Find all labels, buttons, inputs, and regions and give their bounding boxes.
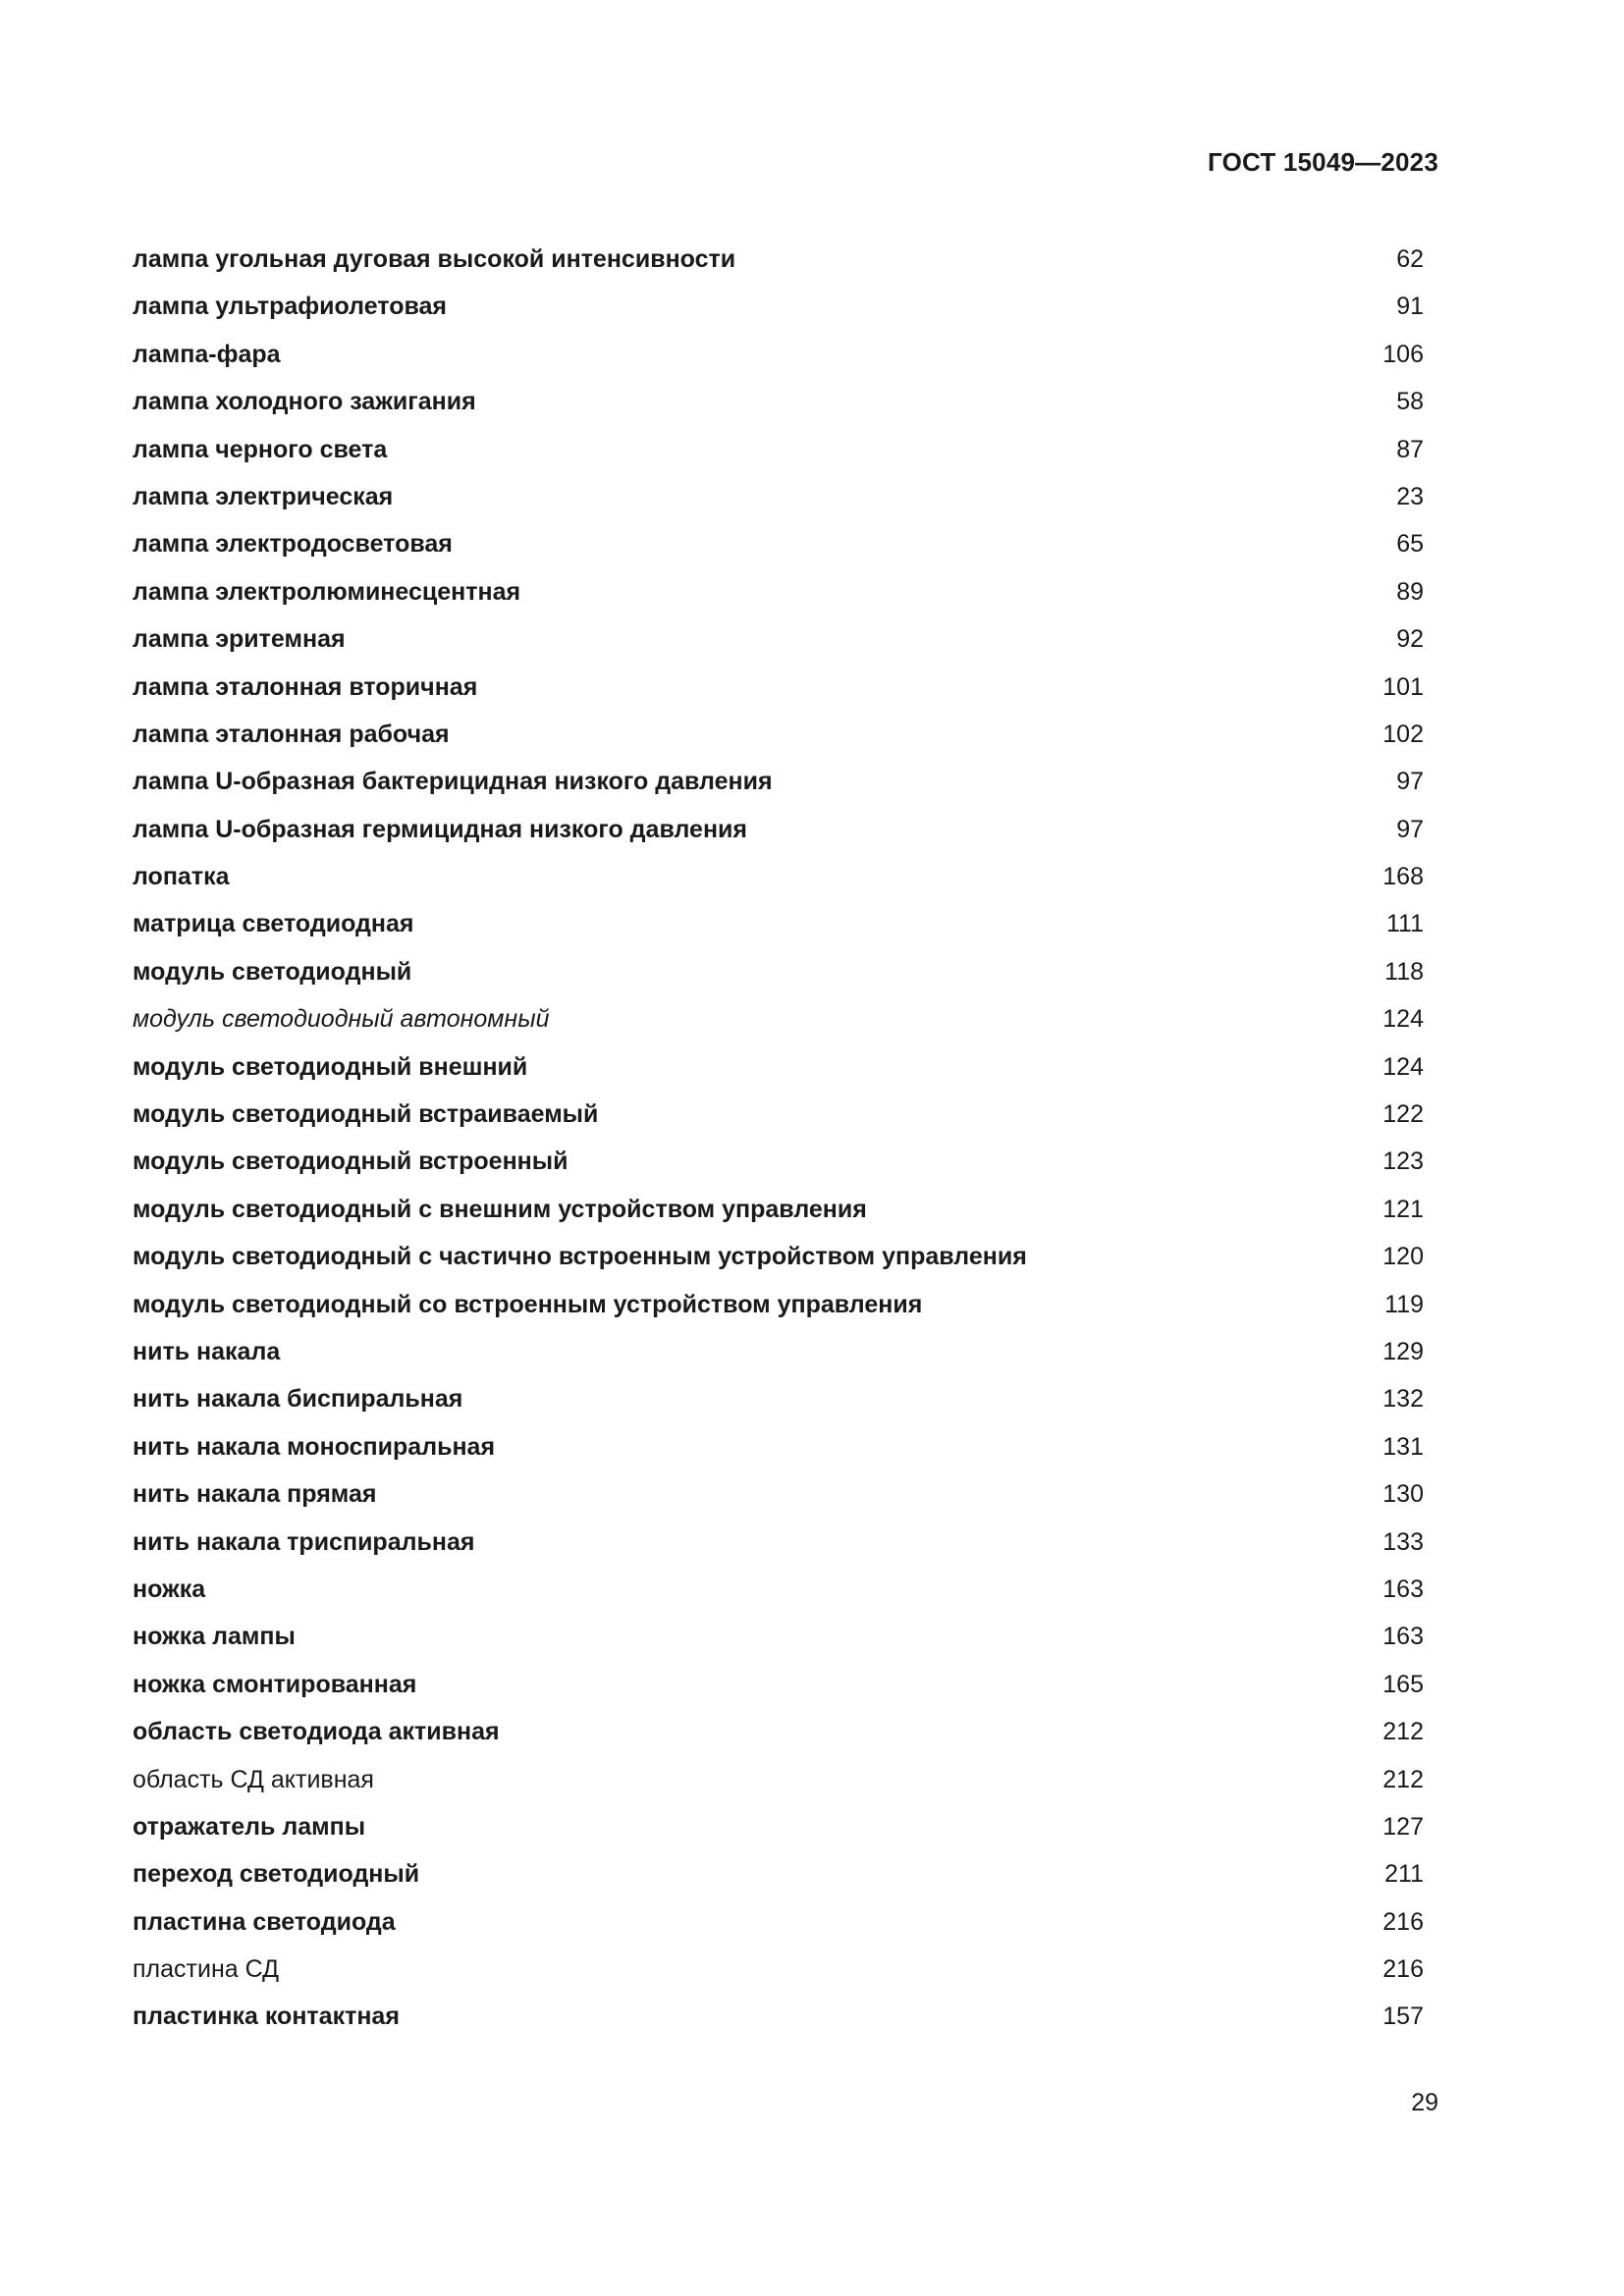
index-term: лампа-фара: [133, 340, 281, 368]
index-entry: [133, 1233, 1424, 1280]
index-term-number: 212: [1382, 1765, 1424, 1793]
index-term: нить накала моноспиральная: [133, 1432, 496, 1461]
index-entry: [133, 900, 1424, 947]
index-term-number: 92: [1396, 625, 1424, 654]
page-number: 29: [1411, 2089, 1438, 2116]
index-term-number: 122: [1382, 1100, 1424, 1129]
index-term-number: 97: [1396, 815, 1424, 843]
index-entry: [133, 1803, 1424, 1850]
index-entry: [133, 1186, 1424, 1233]
index-term-number: 211: [1384, 1860, 1424, 1889]
index-entry: [133, 1470, 1424, 1518]
index-term: пластина светодиода: [133, 1907, 396, 1936]
index-entry: [133, 711, 1424, 758]
index-term-number: 163: [1382, 1623, 1424, 1651]
index-term: модуль светодиодный: [133, 957, 412, 986]
index-term: нить накала прямая: [133, 1480, 377, 1509]
index-entry: [133, 1756, 1424, 1803]
alphabetical-index-list: [133, 236, 1424, 2041]
index-term-number: 129: [1382, 1337, 1424, 1365]
index-term-number: 212: [1382, 1718, 1424, 1746]
index-entry: [133, 1613, 1424, 1660]
index-term-number: 216: [1382, 1907, 1424, 1936]
index-term-number: 102: [1382, 720, 1424, 748]
index-term-number: 216: [1382, 1955, 1424, 1984]
index-entry: [133, 1328, 1424, 1375]
index-term-number: 127: [1382, 1812, 1424, 1841]
index-term-number: 124: [1382, 1005, 1424, 1034]
index-term-number: 168: [1382, 863, 1424, 891]
index-entry: [133, 1850, 1424, 1897]
index-entry: [133, 1661, 1424, 1708]
index-term-number: 89: [1396, 577, 1424, 606]
index-term-number: 58: [1396, 388, 1424, 416]
index-term: лампа эталонная рабочая: [133, 720, 450, 748]
index-entry: [133, 948, 1424, 995]
index-term: лопатка: [133, 863, 230, 891]
index-entry: [133, 853, 1424, 900]
index-term: модуль светодиодный автономный: [133, 1005, 550, 1034]
index-entry: [133, 1375, 1424, 1422]
index-entry: [133, 1898, 1424, 1946]
index-entry: [133, 283, 1424, 330]
index-term: переход светодиодный: [133, 1860, 420, 1889]
index-entry: [133, 1993, 1424, 2040]
index-term-number: 157: [1382, 2002, 1424, 2031]
index-entry: [133, 758, 1424, 805]
index-entry: [133, 520, 1424, 567]
index-term-number: 65: [1396, 530, 1424, 559]
index-entry: [133, 473, 1424, 520]
index-entry: [133, 1946, 1424, 1993]
index-entry: [133, 1423, 1424, 1470]
index-term-number: 101: [1382, 672, 1424, 701]
index-term: ножка: [133, 1575, 206, 1603]
index-entry: [133, 806, 1424, 853]
index-term: ножка лампы: [133, 1623, 296, 1651]
index-entry: [133, 331, 1424, 378]
index-term: матрица светодиодная: [133, 910, 414, 938]
index-term-number: 87: [1396, 435, 1424, 463]
index-term: лампа угольная дуговая высокой интенсивности: [133, 245, 736, 273]
index-term-number: 111: [1385, 910, 1424, 938]
index-term-number: 97: [1396, 768, 1424, 796]
index-term: отражатель лампы: [133, 1812, 366, 1841]
index-term: модуль светодиодный с внешним устройством управления: [133, 1195, 867, 1223]
index-entry: [133, 1519, 1424, 1566]
index-term-number: 130: [1382, 1480, 1424, 1509]
index-term-number: 91: [1396, 293, 1424, 321]
index-entry: [133, 615, 1424, 663]
index-term-number: 131: [1382, 1432, 1424, 1461]
index-term-number: 133: [1382, 1527, 1424, 1556]
index-term-number: 62: [1396, 245, 1424, 273]
index-term-number: 121: [1382, 1195, 1424, 1223]
index-term: лампа холодного зажигания: [133, 388, 476, 416]
index-term: модуль светодиодный встроенный: [133, 1148, 568, 1176]
index-term: лампа ультрафиолетовая: [133, 293, 448, 321]
index-term: лампа электродосветовая: [133, 530, 453, 559]
index-entry: [133, 1566, 1424, 1613]
index-term-number: 123: [1382, 1148, 1424, 1176]
index-entry: [133, 995, 1424, 1042]
index-entry: [133, 1091, 1424, 1138]
index-term-number: 165: [1382, 1670, 1424, 1698]
index-term-number: 132: [1382, 1385, 1424, 1414]
index-term: нить накала биспиральная: [133, 1385, 463, 1414]
index-term: пластинка контактная: [133, 2002, 400, 2031]
index-term-number: 106: [1382, 340, 1424, 368]
index-term: модуль светодиодный с частично встроенным устройством управления: [133, 1243, 1027, 1271]
document-header: ГОСТ 15049—2023: [1208, 147, 1438, 177]
index-term: лампа U-образная гермицидная низкого давления: [133, 815, 748, 843]
index-term-number: 124: [1382, 1052, 1424, 1081]
index-term: лампа U-образная бактерицидная низкого давления: [133, 768, 773, 796]
index-entry: [133, 236, 1424, 283]
index-entry: [133, 1708, 1424, 1755]
index-term: модуль светодиодный внешний: [133, 1052, 528, 1081]
index-term: нить накала триспиральная: [133, 1527, 475, 1556]
index-term: лампа черного света: [133, 435, 388, 463]
index-entry: [133, 664, 1424, 711]
index-entry: [133, 378, 1424, 425]
index-term: лампа эритемная: [133, 625, 346, 654]
index-term: область светодиода активная: [133, 1718, 500, 1746]
index-term-number: 118: [1384, 957, 1424, 986]
index-term-number: 23: [1396, 482, 1424, 510]
index-term: лампа эталонная вторичная: [133, 672, 478, 701]
index-entry: [133, 1281, 1424, 1328]
index-entry: [133, 568, 1424, 615]
index-term: пластина СД: [133, 1955, 280, 1984]
index-term-number: 120: [1382, 1243, 1424, 1271]
index-term: область СД активная: [133, 1765, 374, 1793]
index-term: модуль светодиодный со встроенным устройством управления: [133, 1290, 923, 1318]
index-term: модуль светодиодный встраиваемый: [133, 1100, 599, 1129]
index-entry: [133, 426, 1424, 473]
index-term-number: 163: [1382, 1575, 1424, 1603]
index-term: ножка смонтированная: [133, 1670, 417, 1698]
index-entry: [133, 1043, 1424, 1091]
index-term: лампа электролюминесцентная: [133, 577, 521, 606]
index-term: нить накала: [133, 1337, 281, 1365]
index-entry: [133, 1138, 1424, 1185]
index-term-number: 119: [1384, 1290, 1424, 1318]
index-term: лампа электрическая: [133, 482, 394, 510]
